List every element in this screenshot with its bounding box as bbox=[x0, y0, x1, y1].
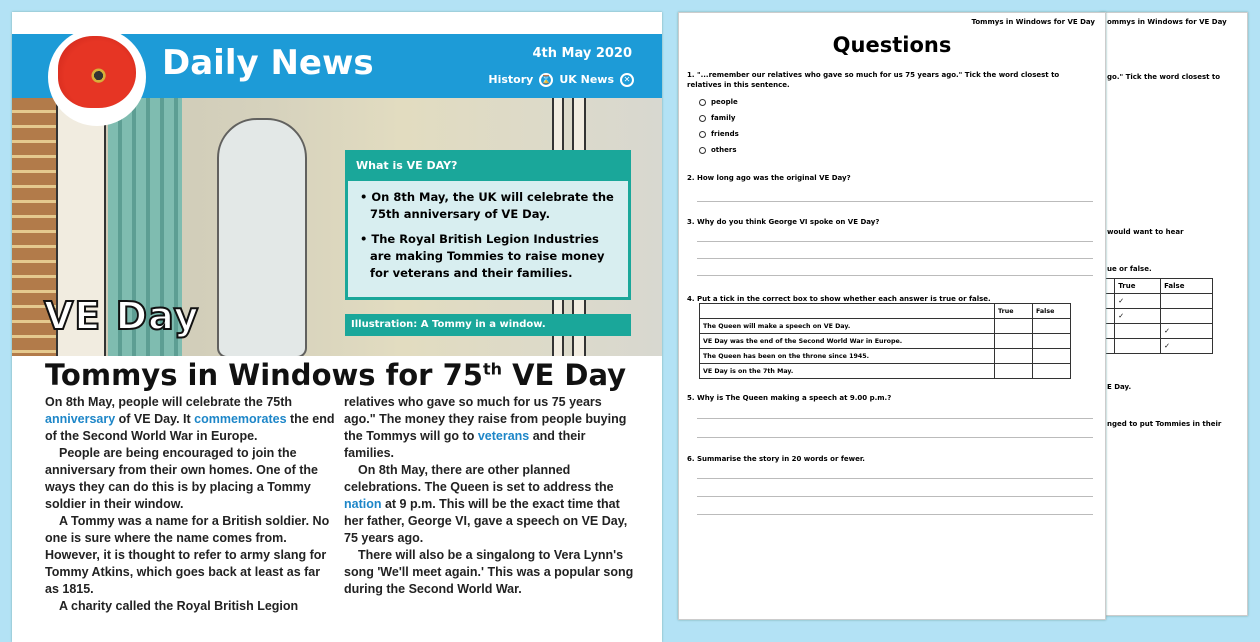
glossary-link[interactable]: veterans bbox=[477, 429, 530, 443]
tick-box[interactable] bbox=[995, 349, 1033, 364]
question-1: 1. "...remember our relatives who gave so much for us 75 years ago." Tick the word closest to relatives in this sentence. people family friends others bbox=[687, 70, 1087, 158]
answer-line[interactable] bbox=[697, 437, 1093, 438]
answers-page bbox=[1100, 12, 1248, 616]
answer-line[interactable] bbox=[697, 275, 1093, 276]
article-column-1: On 8th May, people will celebrate the 75th anniversary of VE Day. It commemorates the end of the Second World War in Europe. People are being encouraged to join the anniversary from their own homes. One of the ways they can do this is by placing a Tommy soldier in their window. A Tommy was a name for a British soldier. No one is sure where the name comes from. However, it is thought to refer to army slang for Tommy Atkins, which goes back at least as far as 1815. A charity called the Royal British Legion bbox=[45, 395, 335, 613]
info-bullet: • On 8th May, the UK will celebrate the 75th anniversary of VE Day. bbox=[360, 190, 614, 221]
running-head: ommys in Windows for VE Day bbox=[1107, 18, 1227, 26]
running-head: Tommys in Windows for VE Day bbox=[971, 18, 1095, 26]
answer-line[interactable] bbox=[697, 514, 1093, 515]
article-column-2: relatives who gave so much for us 75 years ago." The money they raise from people buying the Tommys will go to veterans and their families. On 8th May, there are other planned celebrations. The Queen is set to address the nation at 9 p.m. This will be the exact time that her father, George VI, gave a speech on VE Day, 75 years ago. There will also be a singalong to Vera Lynn's song 'We'll meet again.' This was a popular song during the Second World War. bbox=[344, 395, 634, 596]
paragraph: A Tommy was a name for a British soldier. No one is sure where the name comes from. However, it is thought to refer to army slang for Tommy Atkins, which goes back at least as far as 1815. bbox=[45, 514, 330, 596]
article-page bbox=[12, 12, 662, 642]
issue-date: 4th May 2020 bbox=[532, 46, 632, 61]
answer-line[interactable] bbox=[697, 496, 1093, 497]
tag-uk-news: UK News bbox=[559, 73, 614, 86]
masthead-title: Daily News bbox=[162, 43, 374, 83]
questions-title: Questions bbox=[832, 33, 952, 57]
tommy-silhouette bbox=[217, 118, 307, 356]
union-flag-icon: ✕ bbox=[620, 73, 634, 87]
tick-box[interactable] bbox=[1033, 364, 1071, 379]
question-5: 5. Why is The Queen making a speech at 9.00 p.m.? bbox=[687, 394, 892, 402]
history-icon: ⌛ bbox=[539, 73, 553, 87]
answer-line[interactable] bbox=[697, 478, 1093, 479]
tick-box[interactable] bbox=[1033, 319, 1071, 334]
glossary-link[interactable]: nation bbox=[344, 497, 382, 511]
option-radio[interactable]: people bbox=[699, 94, 1087, 110]
poppy-icon bbox=[58, 36, 136, 108]
paragraph: People are being encouraged to join the anniversary from their own homes. One of the ways they can do this is by placing a Tommy soldier in their window. bbox=[45, 446, 318, 511]
poppy-logo bbox=[48, 28, 146, 126]
illustration-title: VE Day bbox=[44, 294, 200, 338]
answer-line[interactable] bbox=[697, 418, 1093, 419]
illustration bbox=[12, 98, 662, 356]
tick-box[interactable] bbox=[995, 364, 1033, 379]
illustration-caption: Illustration: A Tommy in a window. bbox=[345, 314, 631, 336]
question-6: 6. Summarise the story in 20 words or fewer. bbox=[687, 455, 865, 463]
answer-table: True False ✓ ✓ ✓ ✓ bbox=[1101, 278, 1213, 354]
text-fragment: go." Tick the word closest to bbox=[1107, 73, 1221, 81]
text-fragment: E Day. bbox=[1107, 383, 1132, 391]
text-fragment: nged to put Tommies in their bbox=[1107, 420, 1222, 428]
question-4: 4. Put a tick in the correct box to show whether each answer is true or false. bbox=[687, 295, 991, 303]
paragraph: There will also be a singalong to Vera Lynn's song 'We'll meet again.' This was a popular song during the Second World War. bbox=[344, 548, 634, 596]
headline: Tommys in Windows for 75th VE Day bbox=[45, 358, 627, 392]
tag-history: History bbox=[488, 73, 534, 86]
answer-line[interactable] bbox=[697, 241, 1093, 242]
text-fragment: ue or false. bbox=[1107, 265, 1152, 273]
info-box bbox=[345, 150, 631, 300]
tick-box[interactable] bbox=[995, 334, 1033, 349]
option-radio[interactable]: friends bbox=[699, 126, 1087, 142]
tick-box[interactable] bbox=[1033, 349, 1071, 364]
glossary-link[interactable]: commemorates bbox=[194, 412, 287, 426]
question-3: 3. Why do you think George VI spoke on VE Day? bbox=[687, 218, 880, 226]
tick-box[interactable] bbox=[1033, 334, 1071, 349]
glossary-link[interactable]: anniversary bbox=[45, 412, 116, 426]
tick-box[interactable] bbox=[995, 319, 1033, 334]
true-false-table: True False The Queen will make a speech on VE Day. VE Day was the end of the Second World War in Europe. The Queen has been on the throne since 1945. VE Day is on the 7th May. bbox=[699, 303, 1071, 379]
answer-line[interactable] bbox=[697, 258, 1093, 259]
questions-page bbox=[678, 12, 1106, 620]
info-bullet: • The Royal British Legion Industries are making Tommies to raise money for veterans and their families. bbox=[360, 232, 605, 280]
question-2: 2. How long ago was the original VE Day? bbox=[687, 174, 851, 182]
info-box-heading: What is VE DAY? bbox=[348, 153, 628, 181]
answer-line[interactable] bbox=[697, 201, 1093, 202]
topic-tags bbox=[488, 72, 634, 88]
text-fragment: would want to hear bbox=[1107, 228, 1184, 236]
option-radio[interactable]: family bbox=[699, 110, 1087, 126]
paragraph: A charity called the Royal British Legion bbox=[59, 599, 299, 613]
option-radio[interactable]: others bbox=[699, 142, 1087, 158]
